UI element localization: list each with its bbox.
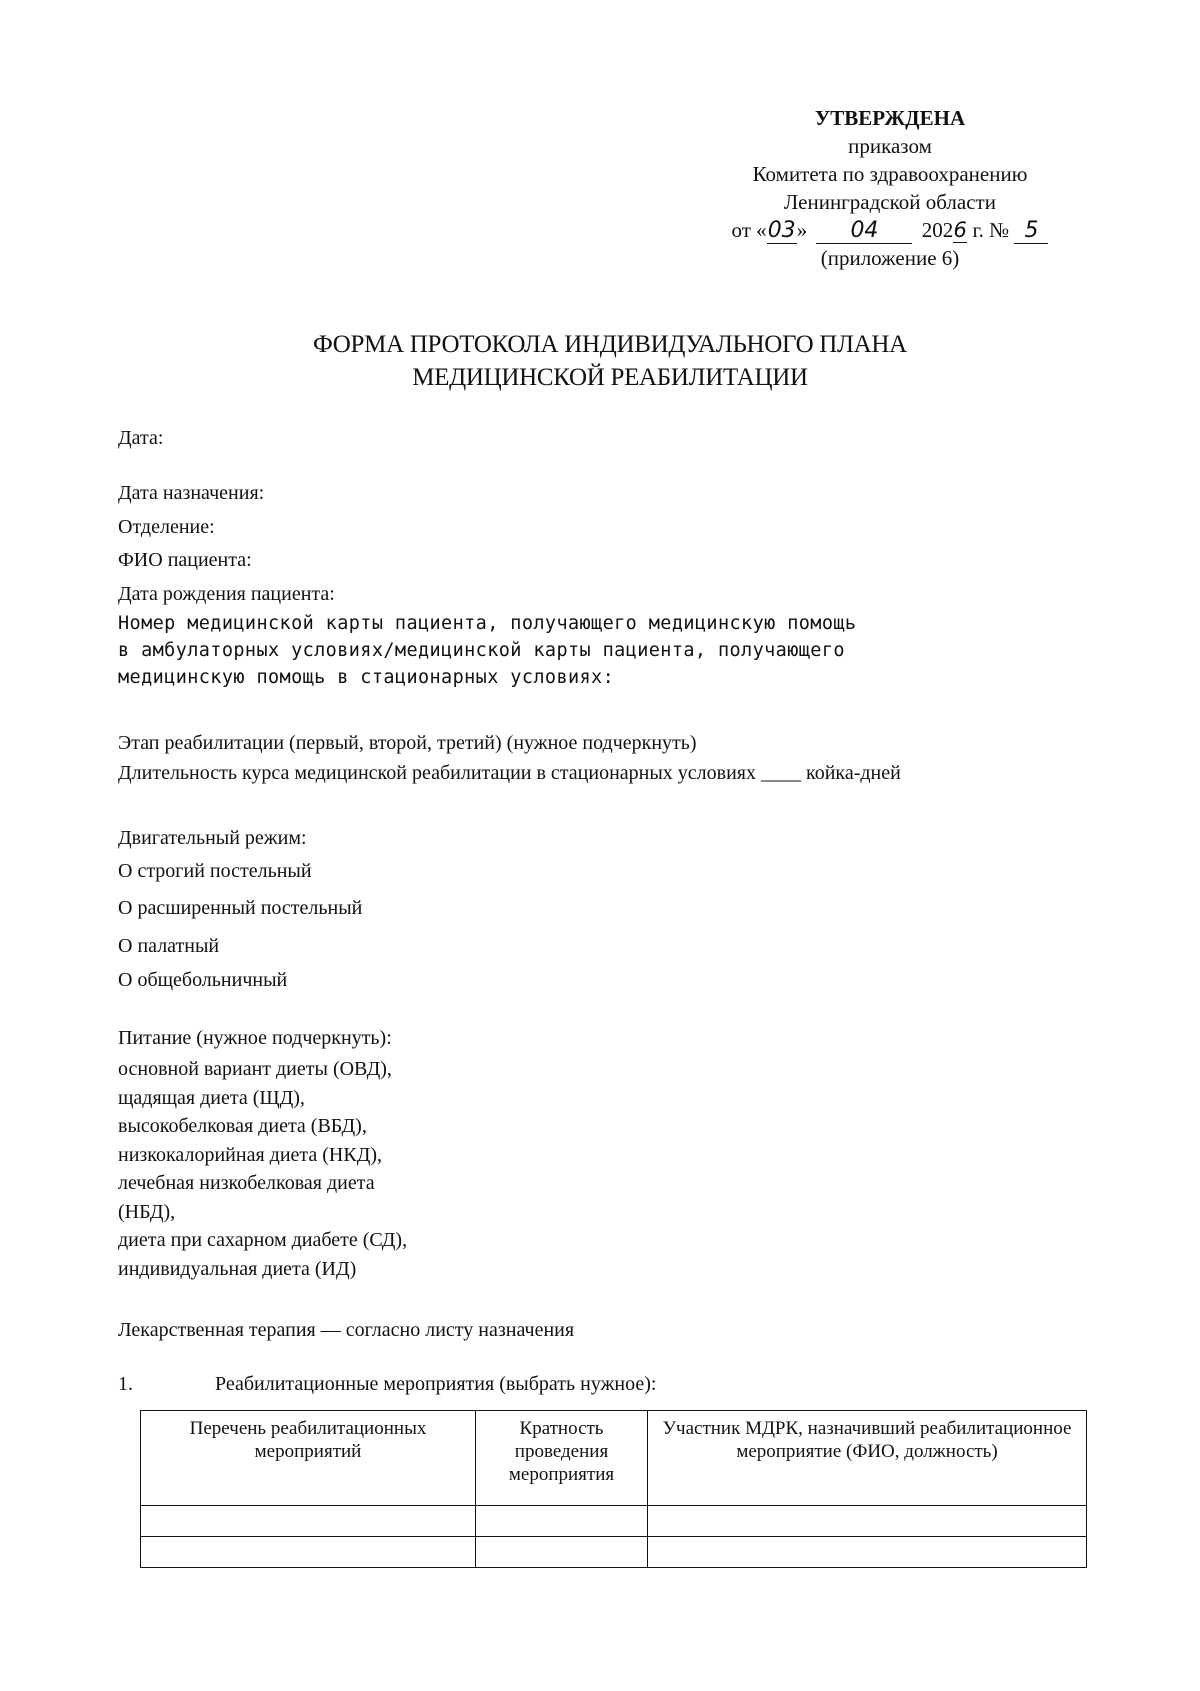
section-title: Реабилитационные мероприятия (выбрать нужное): (215, 1373, 657, 1395)
number-prefix: г. № (972, 218, 1010, 242)
diet-option: щадящая диета (ЩД), (118, 1086, 305, 1109)
nutrition-options (118, 1055, 448, 1283)
table-header-row (141, 1411, 1087, 1506)
approval-heading: УТВЕРЖДЕНА (814, 106, 966, 130)
field-rehab-stage: Этап реабилитации (первый, второй, третий) (нужное подчеркнуть) (118, 732, 697, 754)
title-line: МЕДИЦИНСКОЙ РЕАБИЛИТАЦИИ (412, 364, 808, 391)
handwritten-order-number: 5 (1014, 219, 1048, 244)
table-cell[interactable] (476, 1506, 648, 1537)
field-card-number (118, 610, 856, 691)
table-header: Кратность проведения мероприятия (476, 1411, 648, 1506)
approval-line: Комитета по здравоохранению (752, 162, 1028, 186)
table-cell[interactable] (648, 1506, 1087, 1537)
approval-dateline (700, 216, 1080, 244)
diet-option: диета при сахарном диабете (СД), (118, 1229, 408, 1251)
date-prefix: от « (731, 218, 767, 242)
diet-option: основной вариант диеты (ОВД), (118, 1058, 392, 1080)
diet-option: лечебная низкобелковая диета (118, 1172, 375, 1194)
table-header: Участник МДРК, назначивший реабилитационное мероприятие (ФИО, должность) (648, 1411, 1087, 1506)
approval-attachment: (приложение 6) (820, 246, 960, 270)
field-birth-date: Дата рождения пациента: (118, 583, 335, 605)
motor-mode-label: Двигательный режим: (118, 827, 307, 849)
motor-mode-option: О расширенный постельный (118, 897, 363, 919)
field-course-duration: Длительность курса медицинской реабилитации в стационарных условиях ____ койка-дней (118, 762, 901, 784)
motor-mode-option: О общебольничный (118, 969, 288, 991)
handwritten-day: 03 (767, 218, 796, 243)
motor-mode-option: О палатный (118, 935, 220, 957)
field-department: Отделение: (118, 516, 215, 538)
handwritten-month: 04 (816, 219, 912, 244)
table-row (141, 1537, 1087, 1568)
rehab-table (140, 1410, 1086, 1568)
table-row (141, 1506, 1087, 1537)
nutrition-label: Питание (нужное подчеркнуть): (118, 1027, 392, 1049)
handwritten-year-digit: 6 (953, 218, 967, 242)
date-mid: » (796, 218, 808, 242)
diet-option: низкокалорийная диета (НКД), (118, 1143, 383, 1166)
field-date: Дата: (118, 427, 164, 449)
year-prefix: 202 (921, 218, 954, 242)
card-number-line: в амбулаторных условиях/медицинской карты пациента, получающего (118, 640, 845, 661)
card-number-line: медицинскую помощь в стационарных условиях: (118, 667, 615, 688)
section-number: 1. (118, 1373, 133, 1395)
table-cell[interactable] (141, 1537, 476, 1568)
approval-block (700, 104, 1080, 272)
motor-mode-option: О строгий постельный (118, 860, 312, 882)
diet-option: индивидуальная диета (ИД) (118, 1257, 357, 1280)
diet-option: (НБД), (118, 1200, 176, 1223)
table-cell[interactable] (476, 1537, 648, 1568)
table-cell[interactable] (141, 1506, 476, 1537)
page-title (150, 328, 1070, 394)
drug-therapy: Лекарственная терапия — согласно листу назначения (118, 1319, 575, 1341)
diet-option: высокобелковая диета (ВБД), (118, 1115, 367, 1137)
table-cell[interactable] (648, 1537, 1087, 1568)
approval-line: Ленинградской области (784, 190, 996, 214)
field-patient-name: ФИО пациента: (118, 549, 252, 571)
approval-line: приказом (848, 134, 932, 158)
title-line: ФОРМА ПРОТОКОЛА ИНДИВИДУАЛЬНОГО ПЛАНА (313, 331, 907, 358)
card-number-line: Номер медицинской карты пациента, получающего медицинскую помощь (118, 613, 857, 634)
field-appointment-date: Дата назначения: (118, 482, 265, 504)
table-header: Перечень реабилитационных мероприятий (141, 1411, 476, 1506)
